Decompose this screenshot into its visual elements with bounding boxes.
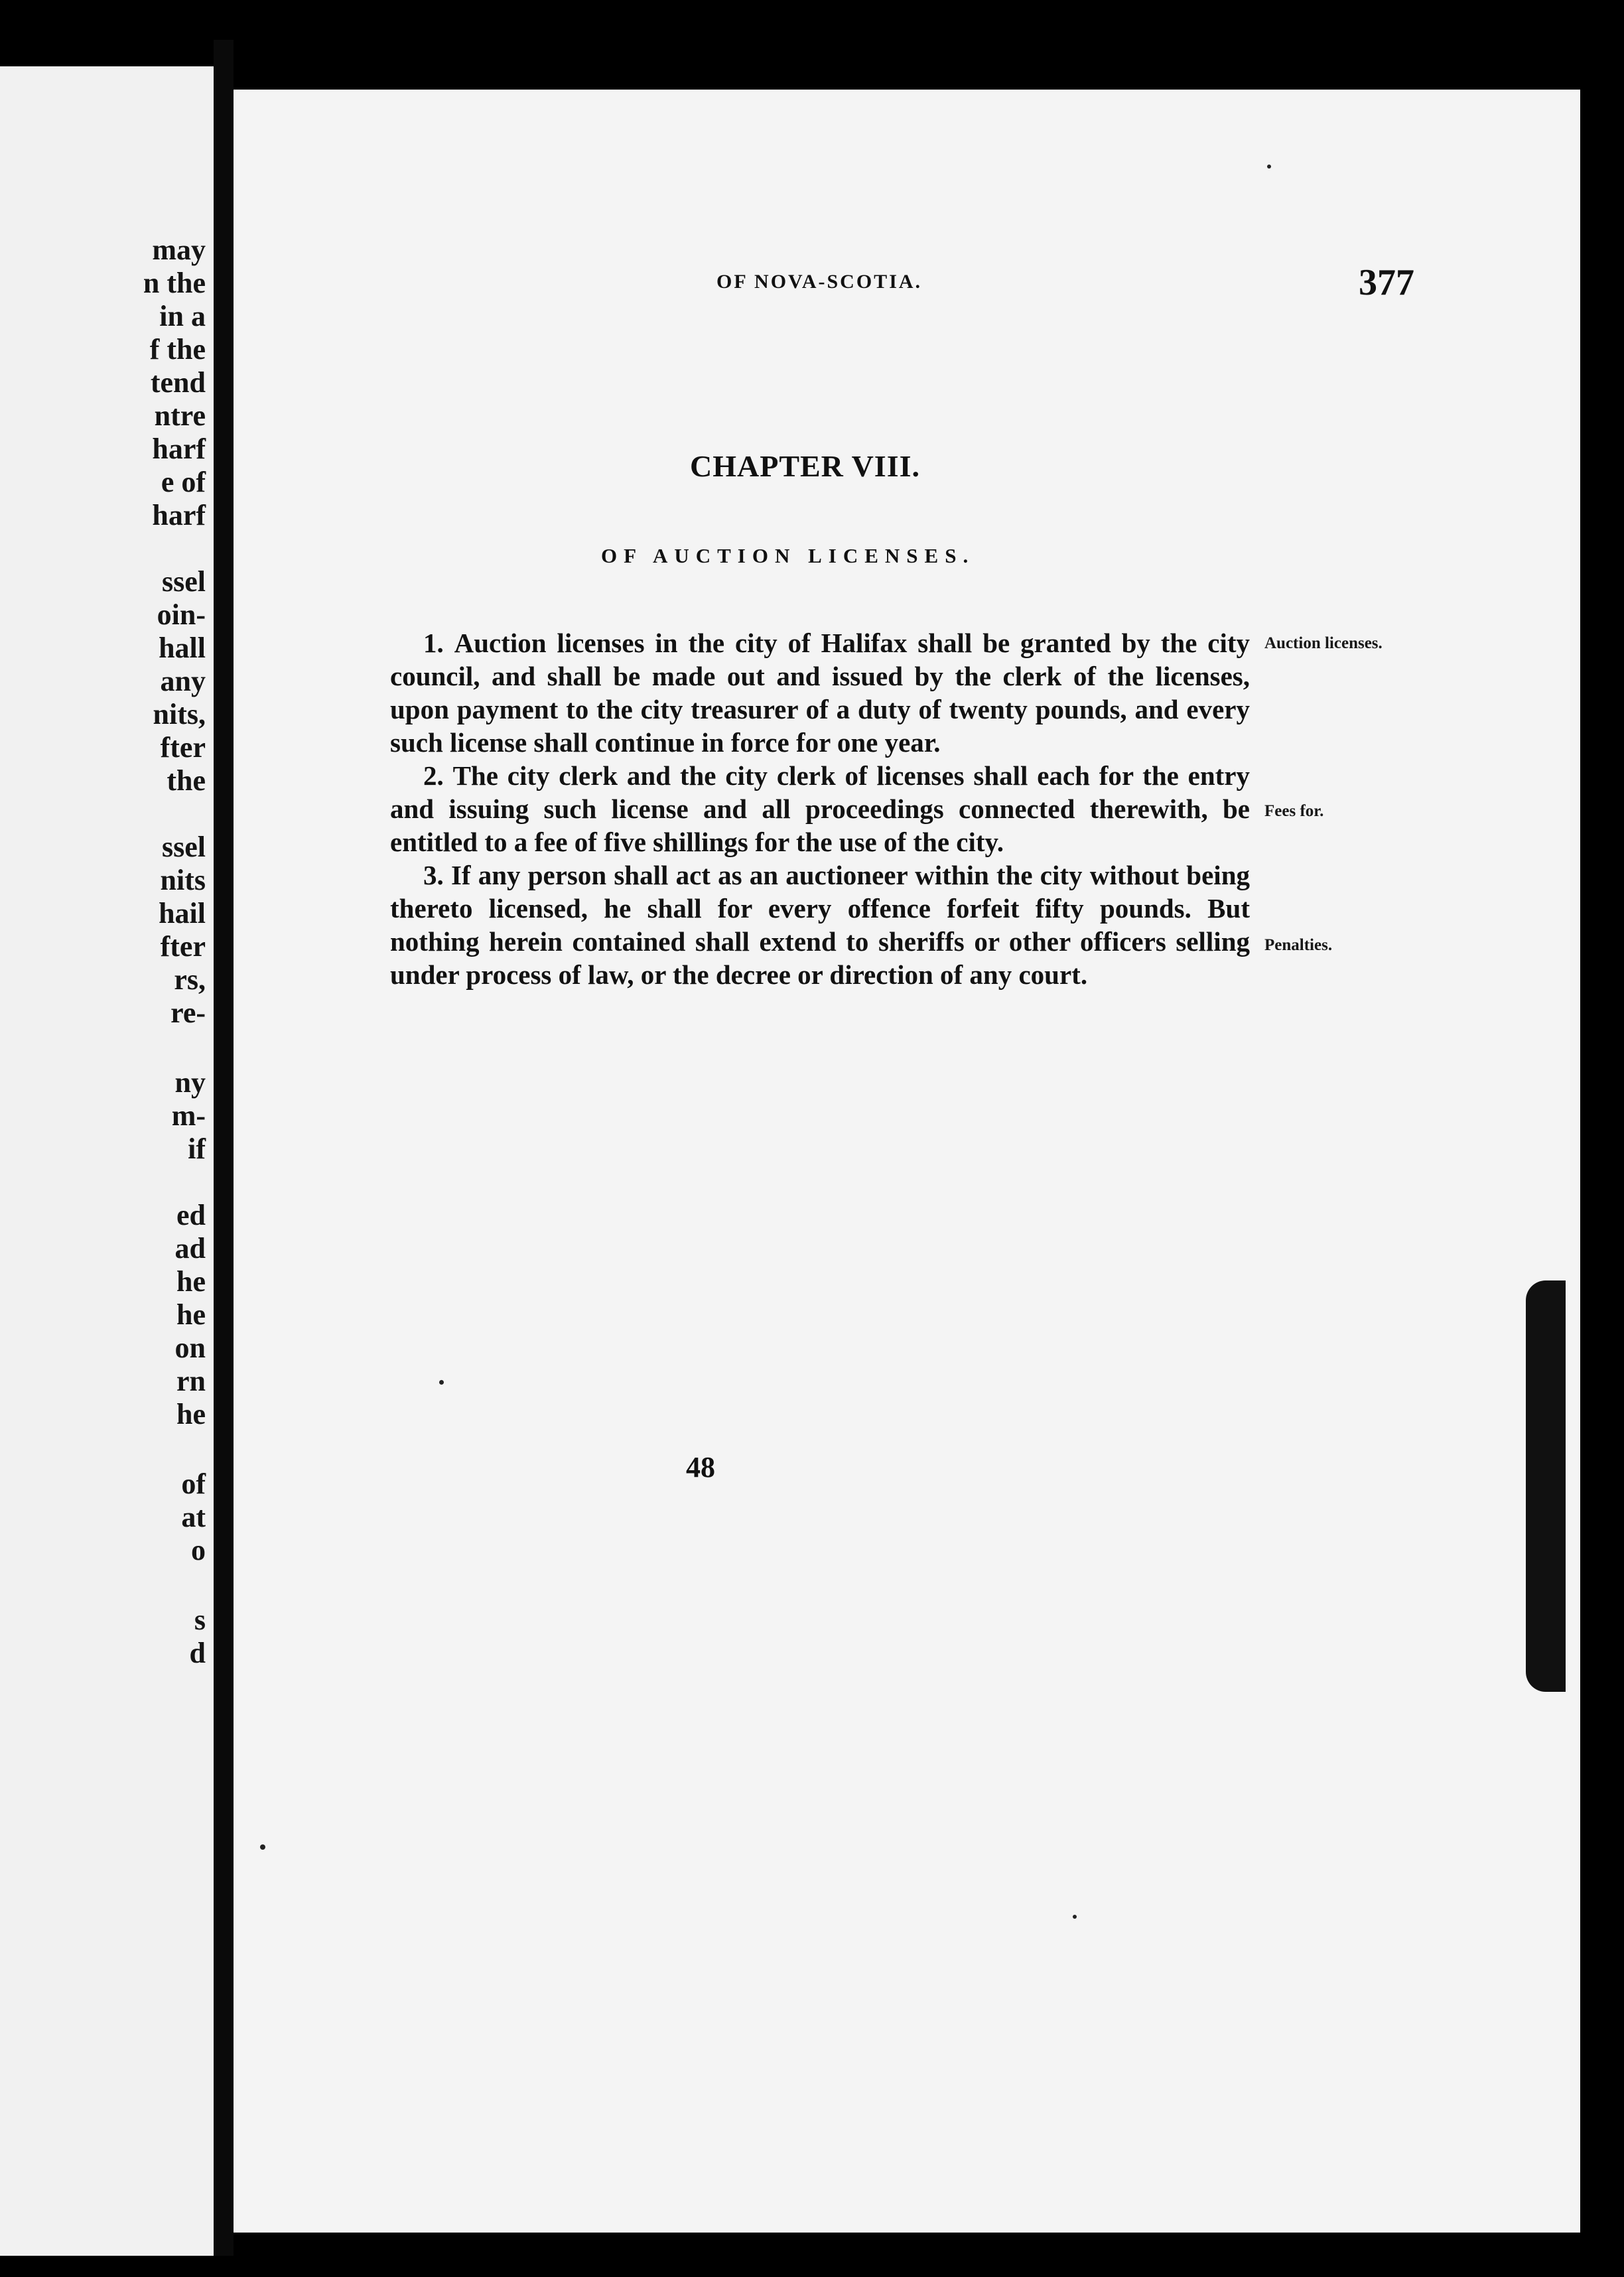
ink-speck	[1267, 165, 1271, 169]
left-page-text-fragment: on	[174, 1332, 206, 1364]
left-page-text-fragment: ntre	[154, 399, 206, 432]
left-page-text-fragment: d	[189, 1637, 206, 1669]
margin-note-penalties: Penalties.	[1264, 936, 1333, 954]
chapter-subtitle: OF AUCTION LICENSES.	[601, 544, 975, 567]
left-page-text-fragment: ssel	[162, 831, 206, 863]
left-page-text-fragment: hail	[159, 897, 206, 930]
left-page-text-fragment: m-	[171, 1099, 206, 1132]
section-number: 1.	[423, 628, 444, 658]
page-number: 377	[1359, 262, 1414, 303]
book-gutter	[214, 40, 234, 2256]
section-number: 3.	[423, 860, 444, 890]
section-text: If any person shall act as an auctioneer within the city without being thereto licensed, he shall for every offence forfeit fifty pounds. But nothing herein contained shall extend to sheriffs or other officers selling under process of law, or the decree or direction of any court.	[390, 860, 1250, 990]
left-page-text-fragment: of	[181, 1468, 206, 1500]
left-page-text-fragment: ssel	[162, 565, 206, 598]
ink-speck	[1073, 1915, 1077, 1919]
section-text: Auction licenses in the city of Halifax shall be granted by the city council, and shall be made out and issued by the clerk of the licenses, upon payment to the city treasurer of a duty of twenty pounds, and every such license shall continue in force for one year.	[390, 628, 1250, 758]
running-head: OF NOVA-SCOTIA.	[716, 271, 923, 293]
chapter-title: CHAPTER VIII.	[690, 449, 920, 483]
left-page-text-fragment: ed	[176, 1199, 206, 1231]
left-page-text-fragment: he	[176, 1298, 206, 1331]
margin-note-fees: Fees for.	[1264, 802, 1324, 820]
left-page-text-fragment: ny	[174, 1066, 206, 1099]
left-page-text-fragment: at	[181, 1501, 206, 1533]
section-1	[390, 626, 1250, 759]
left-page-text-fragment: rs,	[174, 963, 206, 996]
section-2	[390, 759, 1250, 859]
left-page-text-fragment: may	[152, 234, 206, 266]
page-edge-shadow	[1526, 1280, 1566, 1692]
left-page-text-fragment: tend	[150, 366, 206, 399]
left-page-text-fragment: rn	[176, 1365, 206, 1397]
left-page-text-fragment: nits	[160, 864, 206, 896]
left-page-text-fragment: o	[191, 1534, 206, 1566]
left-page-text-fragment: f the	[149, 333, 206, 366]
left-page-text-fragment: e of	[161, 466, 206, 498]
left-page-text-fragment: nits,	[153, 698, 206, 730]
signature-mark: 48	[686, 1451, 715, 1484]
section-number: 2.	[423, 760, 444, 791]
left-page-text-fragment: ad	[174, 1232, 206, 1265]
left-page-text-fragment: he	[176, 1265, 206, 1298]
left-page-text-fragment: the	[167, 764, 206, 797]
left-facing-page	[0, 66, 218, 2256]
left-page-text-fragment: hall	[159, 632, 206, 664]
margin-note-auction-licenses: Auction licenses.	[1264, 634, 1383, 652]
left-page-text-fragment: n the	[143, 267, 206, 299]
left-page-text-fragment: any	[160, 665, 206, 697]
left-page-text-fragment: harf	[152, 433, 206, 465]
ink-speck	[260, 1844, 265, 1850]
left-page-text-fragment: if	[188, 1133, 206, 1165]
left-page-text-fragment: oin-	[157, 598, 206, 631]
left-page-text-fragment: fter	[160, 930, 206, 963]
left-page-text-fragment: re-	[170, 997, 206, 1029]
left-page-text-fragment: in a	[159, 300, 206, 332]
left-page-text-fragment: s	[194, 1604, 206, 1636]
left-page-text-fragment: harf	[152, 499, 206, 531]
section-text: The city clerk and the city clerk of licenses shall each for the entry and issuing such license and all proceedings connected therewith, be entitled to a fee of five shillings for the use of the city.	[390, 760, 1250, 857]
ink-speck	[439, 1380, 444, 1385]
left-page-text-fragment: fter	[160, 731, 206, 764]
page	[234, 90, 1580, 2233]
left-page-text-fragment: he	[176, 1398, 206, 1430]
body-text	[390, 626, 1250, 991]
section-3	[390, 859, 1250, 991]
